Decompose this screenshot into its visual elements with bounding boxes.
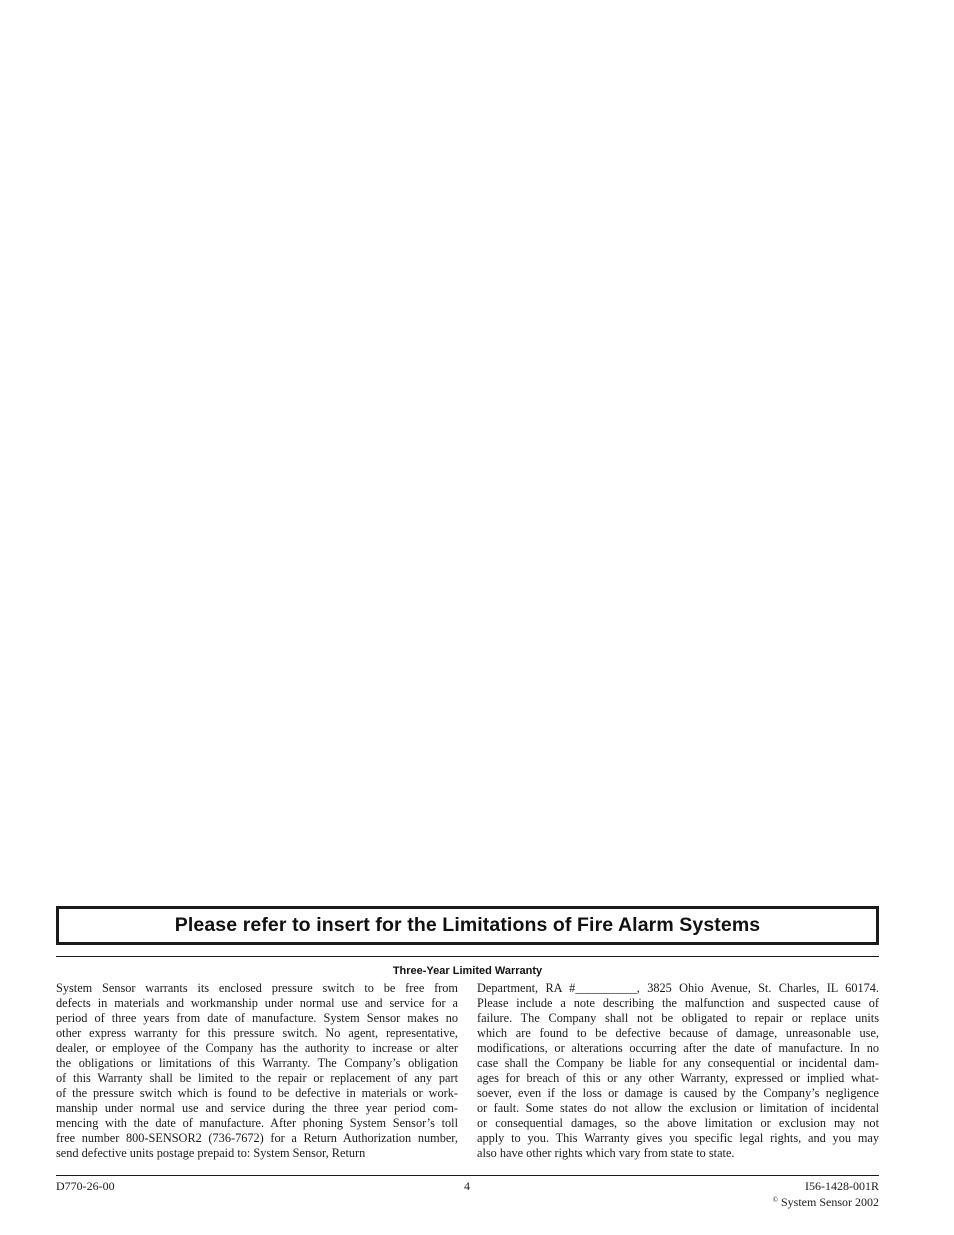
warranty-right-column (477, 981, 879, 1161)
warranty-right-line: modifications, or alterations occurring after the date of manufacture. In no (477, 1041, 879, 1055)
warranty-right-line: case shall the Company be liable for any consequential or incidental dam- (477, 1056, 879, 1070)
warranty-right-line: ages for breach of this or any other Warranty, expressed or implied what- (477, 1071, 879, 1085)
warranty-heading: Three-Year Limited Warranty (392, 965, 543, 977)
warranty-left-line: System Sensor warrants its enclosed pressure switch to be free from (56, 981, 458, 995)
warranty-left-column (56, 981, 458, 1161)
warranty-left-line: mencing with the date of manufacture. After phoning System Sensor’s toll (56, 1116, 458, 1130)
warranty-right-line: or fault. Some states do not allow the exclusion or limitation of incidental (477, 1101, 879, 1115)
warranty-left-line: other express warranty for this pressure switch. No agent, representative, (56, 1026, 458, 1040)
warranty-left-line: period of three years from date of manufacture. System Sensor makes no (56, 1011, 458, 1025)
document-code: D770-26-00 (56, 1179, 115, 1193)
warranty-left-line: dealer, or employee of the Company has the authority to increase or alter (56, 1041, 458, 1055)
warranty-right-line: which are found to be defective because of damage, unreasonable use, (477, 1026, 879, 1040)
warranty-right-line: or consequential damages, so the above limitation or exclusion may not (477, 1116, 879, 1130)
warranty-left-line: send defective units postage prepaid to: System Sensor, Return (56, 1146, 366, 1160)
warranty-right-line: Please include a note describing the malfunction and suspected cause of (477, 996, 879, 1010)
warranty-right-line: failure. The Company shall not be obligated to repair or replace units (477, 1011, 879, 1025)
footer-right-block (773, 1179, 879, 1209)
warranty-left-line: defects in materials and workmanship under normal use and service for a (56, 996, 458, 1010)
warranty-left-line: of the pressure switch which is found to be defective in materials or work- (56, 1086, 458, 1100)
warranty-left-line: free number 800-SENSOR2 (736-7672) for a Return Authorization number, (56, 1131, 458, 1145)
copyright-text: System Sensor 2002 (780, 1195, 879, 1209)
page-number: 4 (464, 1179, 470, 1193)
limitations-notice-box (56, 906, 879, 945)
warranty-left-line: the obligations or limitations of this Warranty. The Company’s obligation (56, 1056, 458, 1070)
part-number: I56-1428-001R (805, 1179, 879, 1193)
warranty-right-line: Department, RA #__________, 3825 Ohio Avenue, St. Charles, IL 60174. (477, 981, 879, 995)
limitations-notice-text: Please refer to insert for the Limitations of Fire Alarm Systems (174, 914, 761, 936)
copyright-line (773, 1193, 879, 1209)
warranty-right-line: also have other rights which vary from state to state. (477, 1146, 735, 1160)
copyright-symbol: © (772, 1196, 778, 1204)
bottom-divider (56, 1175, 879, 1176)
warranty-left-line: of this Warranty shall be limited to the repair or replacement of any part (56, 1071, 458, 1085)
warranty-left-line: manship under normal use and service during the three year period com- (56, 1101, 458, 1115)
warranty-right-line: soever, even if the loss or damage is caused by the Company’s negligence (477, 1086, 879, 1100)
top-divider (56, 956, 879, 957)
warranty-right-line: apply to you. This Warranty gives you specific legal rights, and you may (477, 1131, 879, 1145)
